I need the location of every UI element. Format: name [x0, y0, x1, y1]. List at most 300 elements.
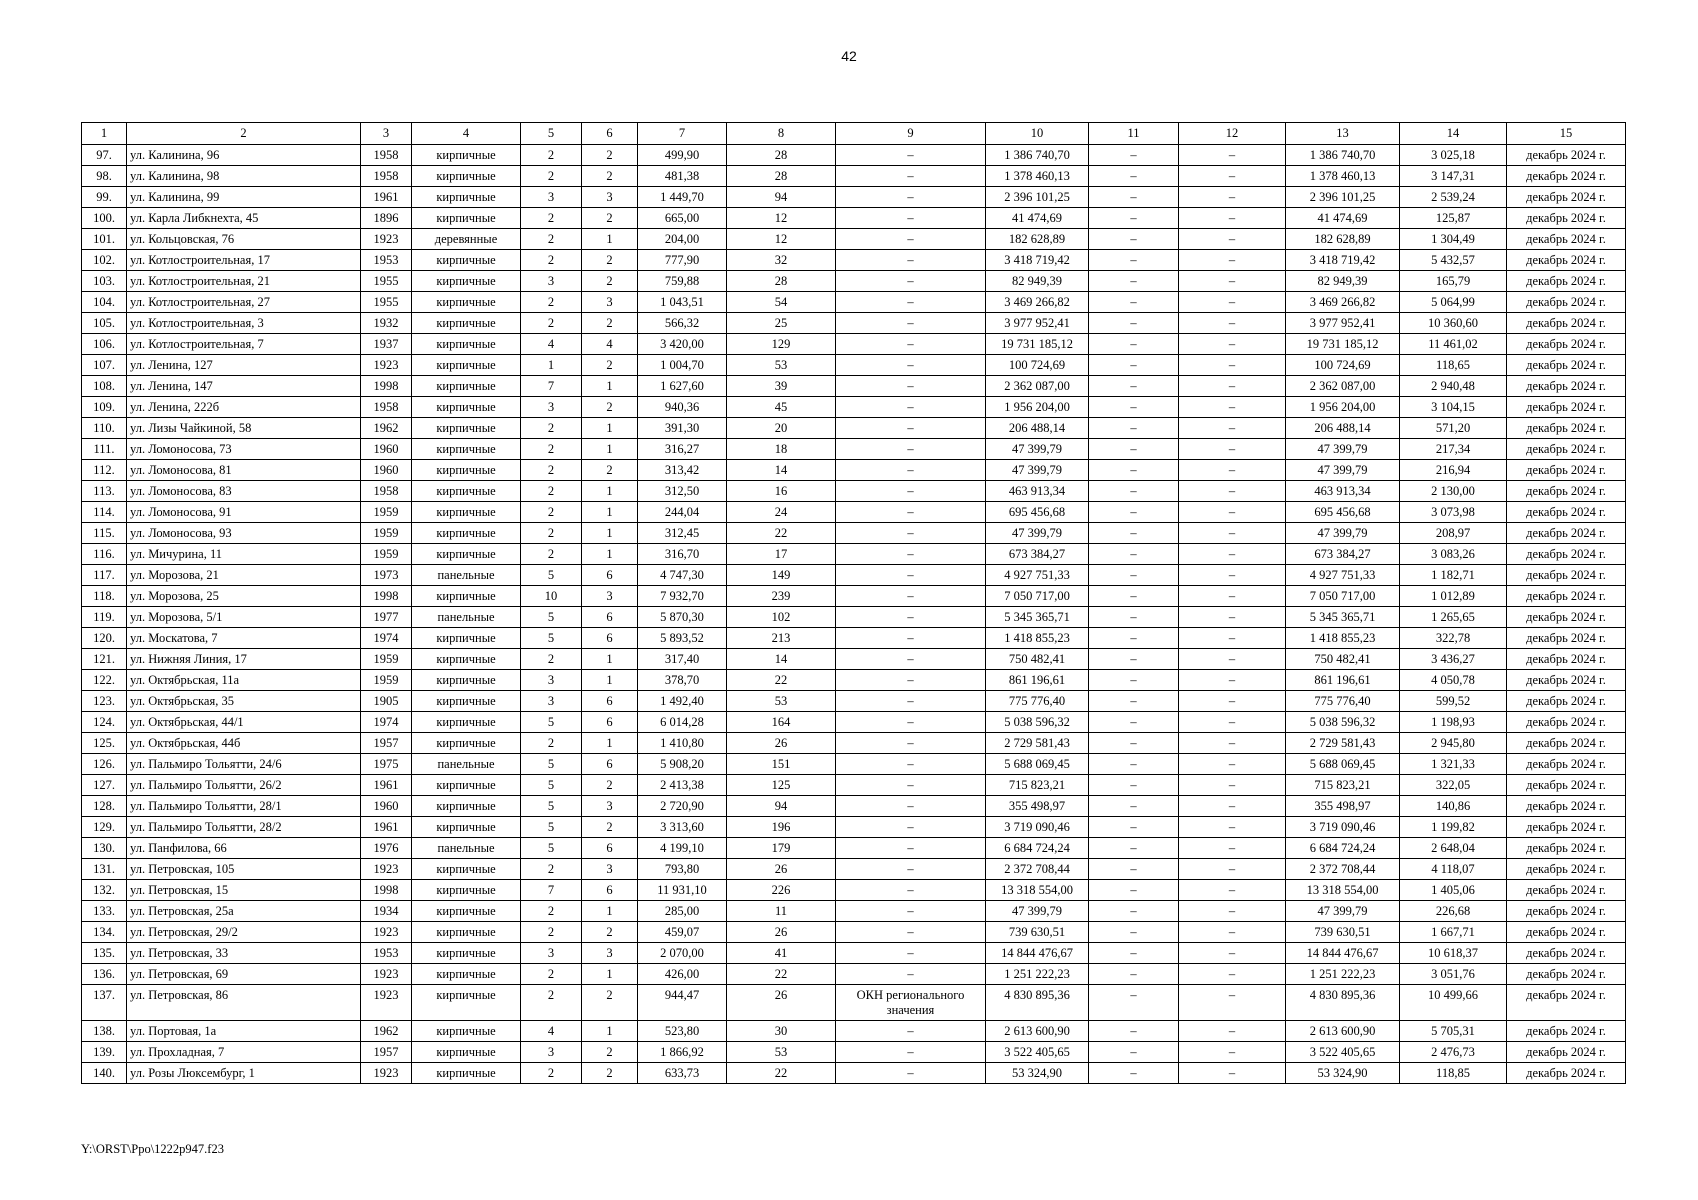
cell-col-8: 26 [727, 859, 836, 880]
column-header-4: 4 [412, 123, 521, 145]
cell-col-14: 599,52 [1400, 691, 1507, 712]
cell-col-7: 6 014,28 [638, 712, 727, 733]
cell-col-4: кирпичные [412, 880, 521, 901]
column-header-14: 14 [1400, 123, 1507, 145]
cell-col-13: 861 196,61 [1286, 670, 1400, 691]
cell-col-13: 2 613 600,90 [1286, 1021, 1400, 1042]
cell-col-12: – [1179, 901, 1286, 922]
cell-col-10: 47 399,79 [986, 901, 1089, 922]
cell-col-6: 2 [582, 1063, 638, 1084]
cell-col-5: 2 [521, 649, 582, 670]
cell-col-11: – [1089, 418, 1179, 439]
cell-col-7: 312,50 [638, 481, 727, 502]
table-row [82, 481, 1626, 502]
cell-col-13: 5 688 069,45 [1286, 754, 1400, 775]
cell-col-10: 41 474,69 [986, 208, 1089, 229]
cell-col-11: – [1089, 250, 1179, 271]
cell-col-2: ул. Октябрьская, 11а [127, 670, 361, 691]
cell-col-11: – [1089, 796, 1179, 817]
cell-col-2: ул. Котлостроительная, 21 [127, 271, 361, 292]
cell-col-11: – [1089, 1063, 1179, 1084]
cell-col-4: кирпичные [412, 1063, 521, 1084]
cell-col-8: 22 [727, 523, 836, 544]
cell-col-9: – [836, 523, 986, 544]
table-row [82, 460, 1626, 481]
cell-col-2: ул. Панфилова, 66 [127, 838, 361, 859]
cell-col-8: 151 [727, 754, 836, 775]
cell-col-4: кирпичные [412, 733, 521, 754]
cell-col-2: ул. Морозова, 5/1 [127, 607, 361, 628]
cell-col-10: 14 844 476,67 [986, 943, 1089, 964]
cell-col-6: 6 [582, 838, 638, 859]
cell-col-8: 11 [727, 901, 836, 922]
cell-col-14: 1 304,49 [1400, 229, 1507, 250]
cell-col-7: 1 410,80 [638, 733, 727, 754]
cell-col-9: – [836, 649, 986, 670]
cell-col-10: 3 418 719,42 [986, 250, 1089, 271]
cell-col-12: – [1179, 796, 1286, 817]
cell-col-12: – [1179, 712, 1286, 733]
cell-col-12: – [1179, 649, 1286, 670]
cell-col-8: 17 [727, 544, 836, 565]
cell-col-14: 118,85 [1400, 1063, 1507, 1084]
cell-col-2: ул. Петровская, 33 [127, 943, 361, 964]
cell-col-12: – [1179, 628, 1286, 649]
cell-col-2: ул. Мичурина, 11 [127, 544, 361, 565]
cell-col-3: 1961 [361, 187, 412, 208]
cell-col-13: 53 324,90 [1286, 1063, 1400, 1084]
cell-col-8: 94 [727, 796, 836, 817]
cell-col-10: 7 050 717,00 [986, 586, 1089, 607]
cell-col-14: 5 705,31 [1400, 1021, 1507, 1042]
cell-col-14: 5 064,99 [1400, 292, 1507, 313]
table-row [82, 229, 1626, 250]
cell-col-10: 1 378 460,13 [986, 166, 1089, 187]
cell-col-9: – [836, 166, 986, 187]
cell-col-14: 2 945,80 [1400, 733, 1507, 754]
cell-col-6: 2 [582, 271, 638, 292]
cell-col-1: 131. [82, 859, 127, 880]
cell-col-9: – [836, 292, 986, 313]
cell-col-6: 3 [582, 859, 638, 880]
cell-col-8: 16 [727, 481, 836, 502]
cell-col-4: кирпичные [412, 964, 521, 985]
cell-col-6: 4 [582, 334, 638, 355]
cell-col-12: – [1179, 418, 1286, 439]
cell-col-5: 7 [521, 880, 582, 901]
cell-col-5: 2 [521, 460, 582, 481]
table-row [82, 565, 1626, 586]
cell-col-14: 165,79 [1400, 271, 1507, 292]
cell-col-10: 13 318 554,00 [986, 880, 1089, 901]
cell-col-15: декабрь 2024 г. [1507, 586, 1626, 607]
cell-col-14: 125,87 [1400, 208, 1507, 229]
cell-col-12: – [1179, 544, 1286, 565]
cell-col-9: – [836, 901, 986, 922]
cell-col-13: 5 038 596,32 [1286, 712, 1400, 733]
cell-col-2: ул. Петровская, 86 [127, 985, 361, 1021]
cell-col-4: кирпичные [412, 628, 521, 649]
cell-col-15: декабрь 2024 г. [1507, 271, 1626, 292]
cell-col-11: – [1089, 712, 1179, 733]
cell-col-14: 2 940,48 [1400, 376, 1507, 397]
cell-col-15: декабрь 2024 г. [1507, 733, 1626, 754]
cell-col-12: – [1179, 166, 1286, 187]
cell-col-11: – [1089, 145, 1179, 166]
cell-col-5: 7 [521, 376, 582, 397]
table-row [82, 649, 1626, 670]
cell-col-14: 1 198,93 [1400, 712, 1507, 733]
cell-col-2: ул. Петровская, 25а [127, 901, 361, 922]
cell-col-12: – [1179, 691, 1286, 712]
cell-col-3: 1998 [361, 880, 412, 901]
cell-col-14: 571,20 [1400, 418, 1507, 439]
cell-col-13: 739 630,51 [1286, 922, 1400, 943]
cell-col-14: 118,65 [1400, 355, 1507, 376]
cell-col-11: – [1089, 775, 1179, 796]
table-row [82, 838, 1626, 859]
cell-col-3: 1896 [361, 208, 412, 229]
cell-col-8: 18 [727, 439, 836, 460]
cell-col-9: – [836, 271, 986, 292]
cell-col-6: 2 [582, 355, 638, 376]
cell-col-12: – [1179, 292, 1286, 313]
cell-col-13: 673 384,27 [1286, 544, 1400, 565]
cell-col-1: 98. [82, 166, 127, 187]
cell-col-3: 1957 [361, 733, 412, 754]
cell-col-12: – [1179, 460, 1286, 481]
cell-col-14: 3 083,26 [1400, 544, 1507, 565]
cell-col-2: ул. Ленина, 127 [127, 355, 361, 376]
cell-col-12: – [1179, 523, 1286, 544]
cell-col-3: 1961 [361, 775, 412, 796]
cell-col-13: 1 386 740,70 [1286, 145, 1400, 166]
cell-col-15: декабрь 2024 г. [1507, 565, 1626, 586]
cell-col-14: 4 118,07 [1400, 859, 1507, 880]
cell-col-15: декабрь 2024 г. [1507, 439, 1626, 460]
cell-col-13: 6 684 724,24 [1286, 838, 1400, 859]
cell-col-1: 112. [82, 460, 127, 481]
cell-col-13: 14 844 476,67 [1286, 943, 1400, 964]
cell-col-15: декабрь 2024 г. [1507, 313, 1626, 334]
cell-col-14: 3 104,15 [1400, 397, 1507, 418]
cell-col-14: 1 321,33 [1400, 754, 1507, 775]
cell-col-6: 6 [582, 565, 638, 586]
cell-col-8: 26 [727, 922, 836, 943]
cell-col-3: 1974 [361, 712, 412, 733]
cell-col-1: 109. [82, 397, 127, 418]
cell-col-2: ул. Морозова, 21 [127, 565, 361, 586]
cell-col-3: 1937 [361, 334, 412, 355]
cell-col-5: 2 [521, 208, 582, 229]
cell-col-8: 22 [727, 964, 836, 985]
table-row [82, 733, 1626, 754]
cell-col-4: кирпичные [412, 586, 521, 607]
cell-col-13: 4 830 895,36 [1286, 985, 1400, 1021]
cell-col-1: 122. [82, 670, 127, 691]
cell-col-8: 129 [727, 334, 836, 355]
cell-col-1: 134. [82, 922, 127, 943]
cell-col-8: 12 [727, 229, 836, 250]
cell-col-12: – [1179, 943, 1286, 964]
cell-col-10: 1 956 204,00 [986, 397, 1089, 418]
cell-col-2: ул. Ленина, 222б [127, 397, 361, 418]
cell-col-9: – [836, 880, 986, 901]
cell-col-5: 2 [521, 985, 582, 1021]
cell-col-11: – [1089, 649, 1179, 670]
cell-col-5: 3 [521, 271, 582, 292]
cell-col-7: 316,70 [638, 544, 727, 565]
cell-col-2: ул. Ломоносова, 93 [127, 523, 361, 544]
cell-col-1: 124. [82, 712, 127, 733]
cell-col-9: – [836, 670, 986, 691]
cell-col-11: – [1089, 733, 1179, 754]
cell-col-9: ОКН регионального значения [836, 985, 986, 1021]
cell-col-15: декабрь 2024 г. [1507, 985, 1626, 1021]
cell-col-8: 22 [727, 1063, 836, 1084]
cell-col-2: ул. Котлостроительная, 27 [127, 292, 361, 313]
cell-col-7: 4 747,30 [638, 565, 727, 586]
cell-col-14: 216,94 [1400, 460, 1507, 481]
cell-col-11: – [1089, 502, 1179, 523]
cell-col-1: 106. [82, 334, 127, 355]
cell-col-14: 1 405,06 [1400, 880, 1507, 901]
cell-col-9: – [836, 481, 986, 502]
cell-col-3: 1958 [361, 166, 412, 187]
cell-col-6: 1 [582, 733, 638, 754]
cell-col-1: 108. [82, 376, 127, 397]
table-row [82, 523, 1626, 544]
cell-col-7: 2 720,90 [638, 796, 727, 817]
cell-col-11: – [1089, 670, 1179, 691]
cell-col-2: ул. Пальмиро Тольятти, 26/2 [127, 775, 361, 796]
cell-col-5: 2 [521, 859, 582, 880]
cell-col-8: 125 [727, 775, 836, 796]
cell-col-6: 1 [582, 418, 638, 439]
cell-col-5: 3 [521, 1042, 582, 1063]
table-row [82, 712, 1626, 733]
cell-col-15: декабрь 2024 г. [1507, 775, 1626, 796]
cell-col-11: – [1089, 292, 1179, 313]
cell-col-7: 665,00 [638, 208, 727, 229]
cell-col-11: – [1089, 229, 1179, 250]
cell-col-12: – [1179, 187, 1286, 208]
cell-col-1: 126. [82, 754, 127, 775]
cell-col-9: – [836, 145, 986, 166]
column-header-1: 1 [82, 123, 127, 145]
cell-col-4: кирпичные [412, 355, 521, 376]
table-row [82, 208, 1626, 229]
cell-col-8: 28 [727, 271, 836, 292]
cell-col-4: деревянные [412, 229, 521, 250]
cell-col-3: 1959 [361, 523, 412, 544]
cell-col-2: ул. Пальмиро Тольятти, 28/1 [127, 796, 361, 817]
cell-col-10: 47 399,79 [986, 523, 1089, 544]
cell-col-10: 5 688 069,45 [986, 754, 1089, 775]
cell-col-13: 100 724,69 [1286, 355, 1400, 376]
cell-col-7: 204,00 [638, 229, 727, 250]
cell-col-7: 944,47 [638, 985, 727, 1021]
cell-col-7: 481,38 [638, 166, 727, 187]
table-row [82, 1021, 1626, 1042]
cell-col-13: 1 418 855,23 [1286, 628, 1400, 649]
cell-col-9: – [836, 250, 986, 271]
cell-col-13: 82 949,39 [1286, 271, 1400, 292]
cell-col-9: – [836, 502, 986, 523]
cell-col-15: декабрь 2024 г. [1507, 334, 1626, 355]
cell-col-5: 5 [521, 565, 582, 586]
cell-col-5: 5 [521, 796, 582, 817]
cell-col-7: 4 199,10 [638, 838, 727, 859]
cell-col-13: 47 399,79 [1286, 901, 1400, 922]
table-row [82, 1042, 1626, 1063]
cell-col-10: 2 396 101,25 [986, 187, 1089, 208]
cell-col-11: – [1089, 544, 1179, 565]
cell-col-6: 6 [582, 754, 638, 775]
column-header-2: 2 [127, 123, 361, 145]
cell-col-8: 45 [727, 397, 836, 418]
cell-col-2: ул. Калинина, 99 [127, 187, 361, 208]
cell-col-4: кирпичные [412, 523, 521, 544]
cell-col-12: – [1179, 376, 1286, 397]
cell-col-2: ул. Петровская, 105 [127, 859, 361, 880]
cell-col-9: – [836, 544, 986, 565]
cell-col-7: 940,36 [638, 397, 727, 418]
table-row [82, 1063, 1626, 1084]
cell-col-3: 1959 [361, 544, 412, 565]
cell-col-2: ул. Октябрьская, 35 [127, 691, 361, 712]
cell-col-10: 2 613 600,90 [986, 1021, 1089, 1042]
cell-col-3: 1974 [361, 628, 412, 649]
cell-col-4: кирпичные [412, 187, 521, 208]
cell-col-2: ул. Пальмиро Тольятти, 28/2 [127, 817, 361, 838]
cell-col-7: 793,80 [638, 859, 727, 880]
cell-col-10: 100 724,69 [986, 355, 1089, 376]
cell-col-1: 125. [82, 733, 127, 754]
cell-col-3: 1923 [361, 859, 412, 880]
cell-col-15: декабрь 2024 г. [1507, 208, 1626, 229]
cell-col-2: ул. Ломоносова, 91 [127, 502, 361, 523]
cell-col-7: 391,30 [638, 418, 727, 439]
cell-col-6: 6 [582, 691, 638, 712]
cell-col-6: 1 [582, 439, 638, 460]
cell-col-7: 313,42 [638, 460, 727, 481]
cell-col-14: 2 648,04 [1400, 838, 1507, 859]
cell-col-7: 285,00 [638, 901, 727, 922]
cell-col-10: 53 324,90 [986, 1063, 1089, 1084]
cell-col-8: 213 [727, 628, 836, 649]
cell-col-10: 1 251 222,23 [986, 964, 1089, 985]
cell-col-10: 1 418 855,23 [986, 628, 1089, 649]
cell-col-1: 114. [82, 502, 127, 523]
cell-col-1: 107. [82, 355, 127, 376]
cell-col-12: – [1179, 1063, 1286, 1084]
cell-col-13: 2 729 581,43 [1286, 733, 1400, 754]
cell-col-14: 10 499,66 [1400, 985, 1507, 1021]
cell-col-10: 2 362 087,00 [986, 376, 1089, 397]
cell-col-5: 2 [521, 502, 582, 523]
cell-col-12: – [1179, 964, 1286, 985]
cell-col-11: – [1089, 271, 1179, 292]
cell-col-1: 115. [82, 523, 127, 544]
cell-col-10: 47 399,79 [986, 460, 1089, 481]
table-row [82, 502, 1626, 523]
cell-col-13: 2 372 708,44 [1286, 859, 1400, 880]
cell-col-9: – [836, 313, 986, 334]
cell-col-10: 673 384,27 [986, 544, 1089, 565]
cell-col-15: декабрь 2024 г. [1507, 523, 1626, 544]
cell-col-3: 1975 [361, 754, 412, 775]
cell-col-3: 1959 [361, 670, 412, 691]
cell-col-7: 7 932,70 [638, 586, 727, 607]
cell-col-4: кирпичные [412, 313, 521, 334]
cell-col-15: декабрь 2024 г. [1507, 796, 1626, 817]
cell-col-15: декабрь 2024 г. [1507, 838, 1626, 859]
cell-col-13: 750 482,41 [1286, 649, 1400, 670]
cell-col-12: – [1179, 859, 1286, 880]
cell-col-4: кирпичные [412, 544, 521, 565]
cell-col-15: декабрь 2024 г. [1507, 964, 1626, 985]
cell-col-14: 1 265,65 [1400, 607, 1507, 628]
cell-col-15: декабрь 2024 г. [1507, 943, 1626, 964]
cell-col-9: – [836, 607, 986, 628]
cell-col-9: – [836, 187, 986, 208]
cell-col-14: 1 199,82 [1400, 817, 1507, 838]
cell-col-9: – [836, 439, 986, 460]
column-header-11: 11 [1089, 123, 1179, 145]
cell-col-11: – [1089, 964, 1179, 985]
cell-col-2: ул. Ломоносова, 81 [127, 460, 361, 481]
cell-col-3: 1977 [361, 607, 412, 628]
cell-col-7: 378,70 [638, 670, 727, 691]
cell-col-1: 135. [82, 943, 127, 964]
cell-col-13: 47 399,79 [1286, 439, 1400, 460]
cell-col-10: 750 482,41 [986, 649, 1089, 670]
cell-col-8: 14 [727, 460, 836, 481]
table-row [82, 817, 1626, 838]
cell-col-9: – [836, 859, 986, 880]
cell-col-5: 3 [521, 670, 582, 691]
cell-col-1: 130. [82, 838, 127, 859]
column-header-7: 7 [638, 123, 727, 145]
table-row [82, 376, 1626, 397]
cell-col-8: 30 [727, 1021, 836, 1042]
cell-col-10: 739 630,51 [986, 922, 1089, 943]
cell-col-11: – [1089, 607, 1179, 628]
cell-col-15: декабрь 2024 г. [1507, 292, 1626, 313]
cell-col-5: 1 [521, 355, 582, 376]
cell-col-11: – [1089, 901, 1179, 922]
cell-col-12: – [1179, 733, 1286, 754]
cell-col-4: кирпичные [412, 334, 521, 355]
cell-col-4: кирпичные [412, 397, 521, 418]
cell-col-14: 322,05 [1400, 775, 1507, 796]
cell-col-8: 22 [727, 670, 836, 691]
cell-col-5: 2 [521, 250, 582, 271]
cell-col-6: 2 [582, 208, 638, 229]
cell-col-13: 7 050 717,00 [1286, 586, 1400, 607]
cell-col-4: кирпичные [412, 943, 521, 964]
cell-col-6: 2 [582, 985, 638, 1021]
cell-col-9: – [836, 1063, 986, 1084]
register-table [81, 122, 1626, 1084]
cell-col-13: 695 456,68 [1286, 502, 1400, 523]
cell-col-11: – [1089, 166, 1179, 187]
cell-col-12: – [1179, 334, 1286, 355]
cell-col-3: 1998 [361, 586, 412, 607]
cell-col-4: кирпичные [412, 208, 521, 229]
cell-col-12: – [1179, 985, 1286, 1021]
